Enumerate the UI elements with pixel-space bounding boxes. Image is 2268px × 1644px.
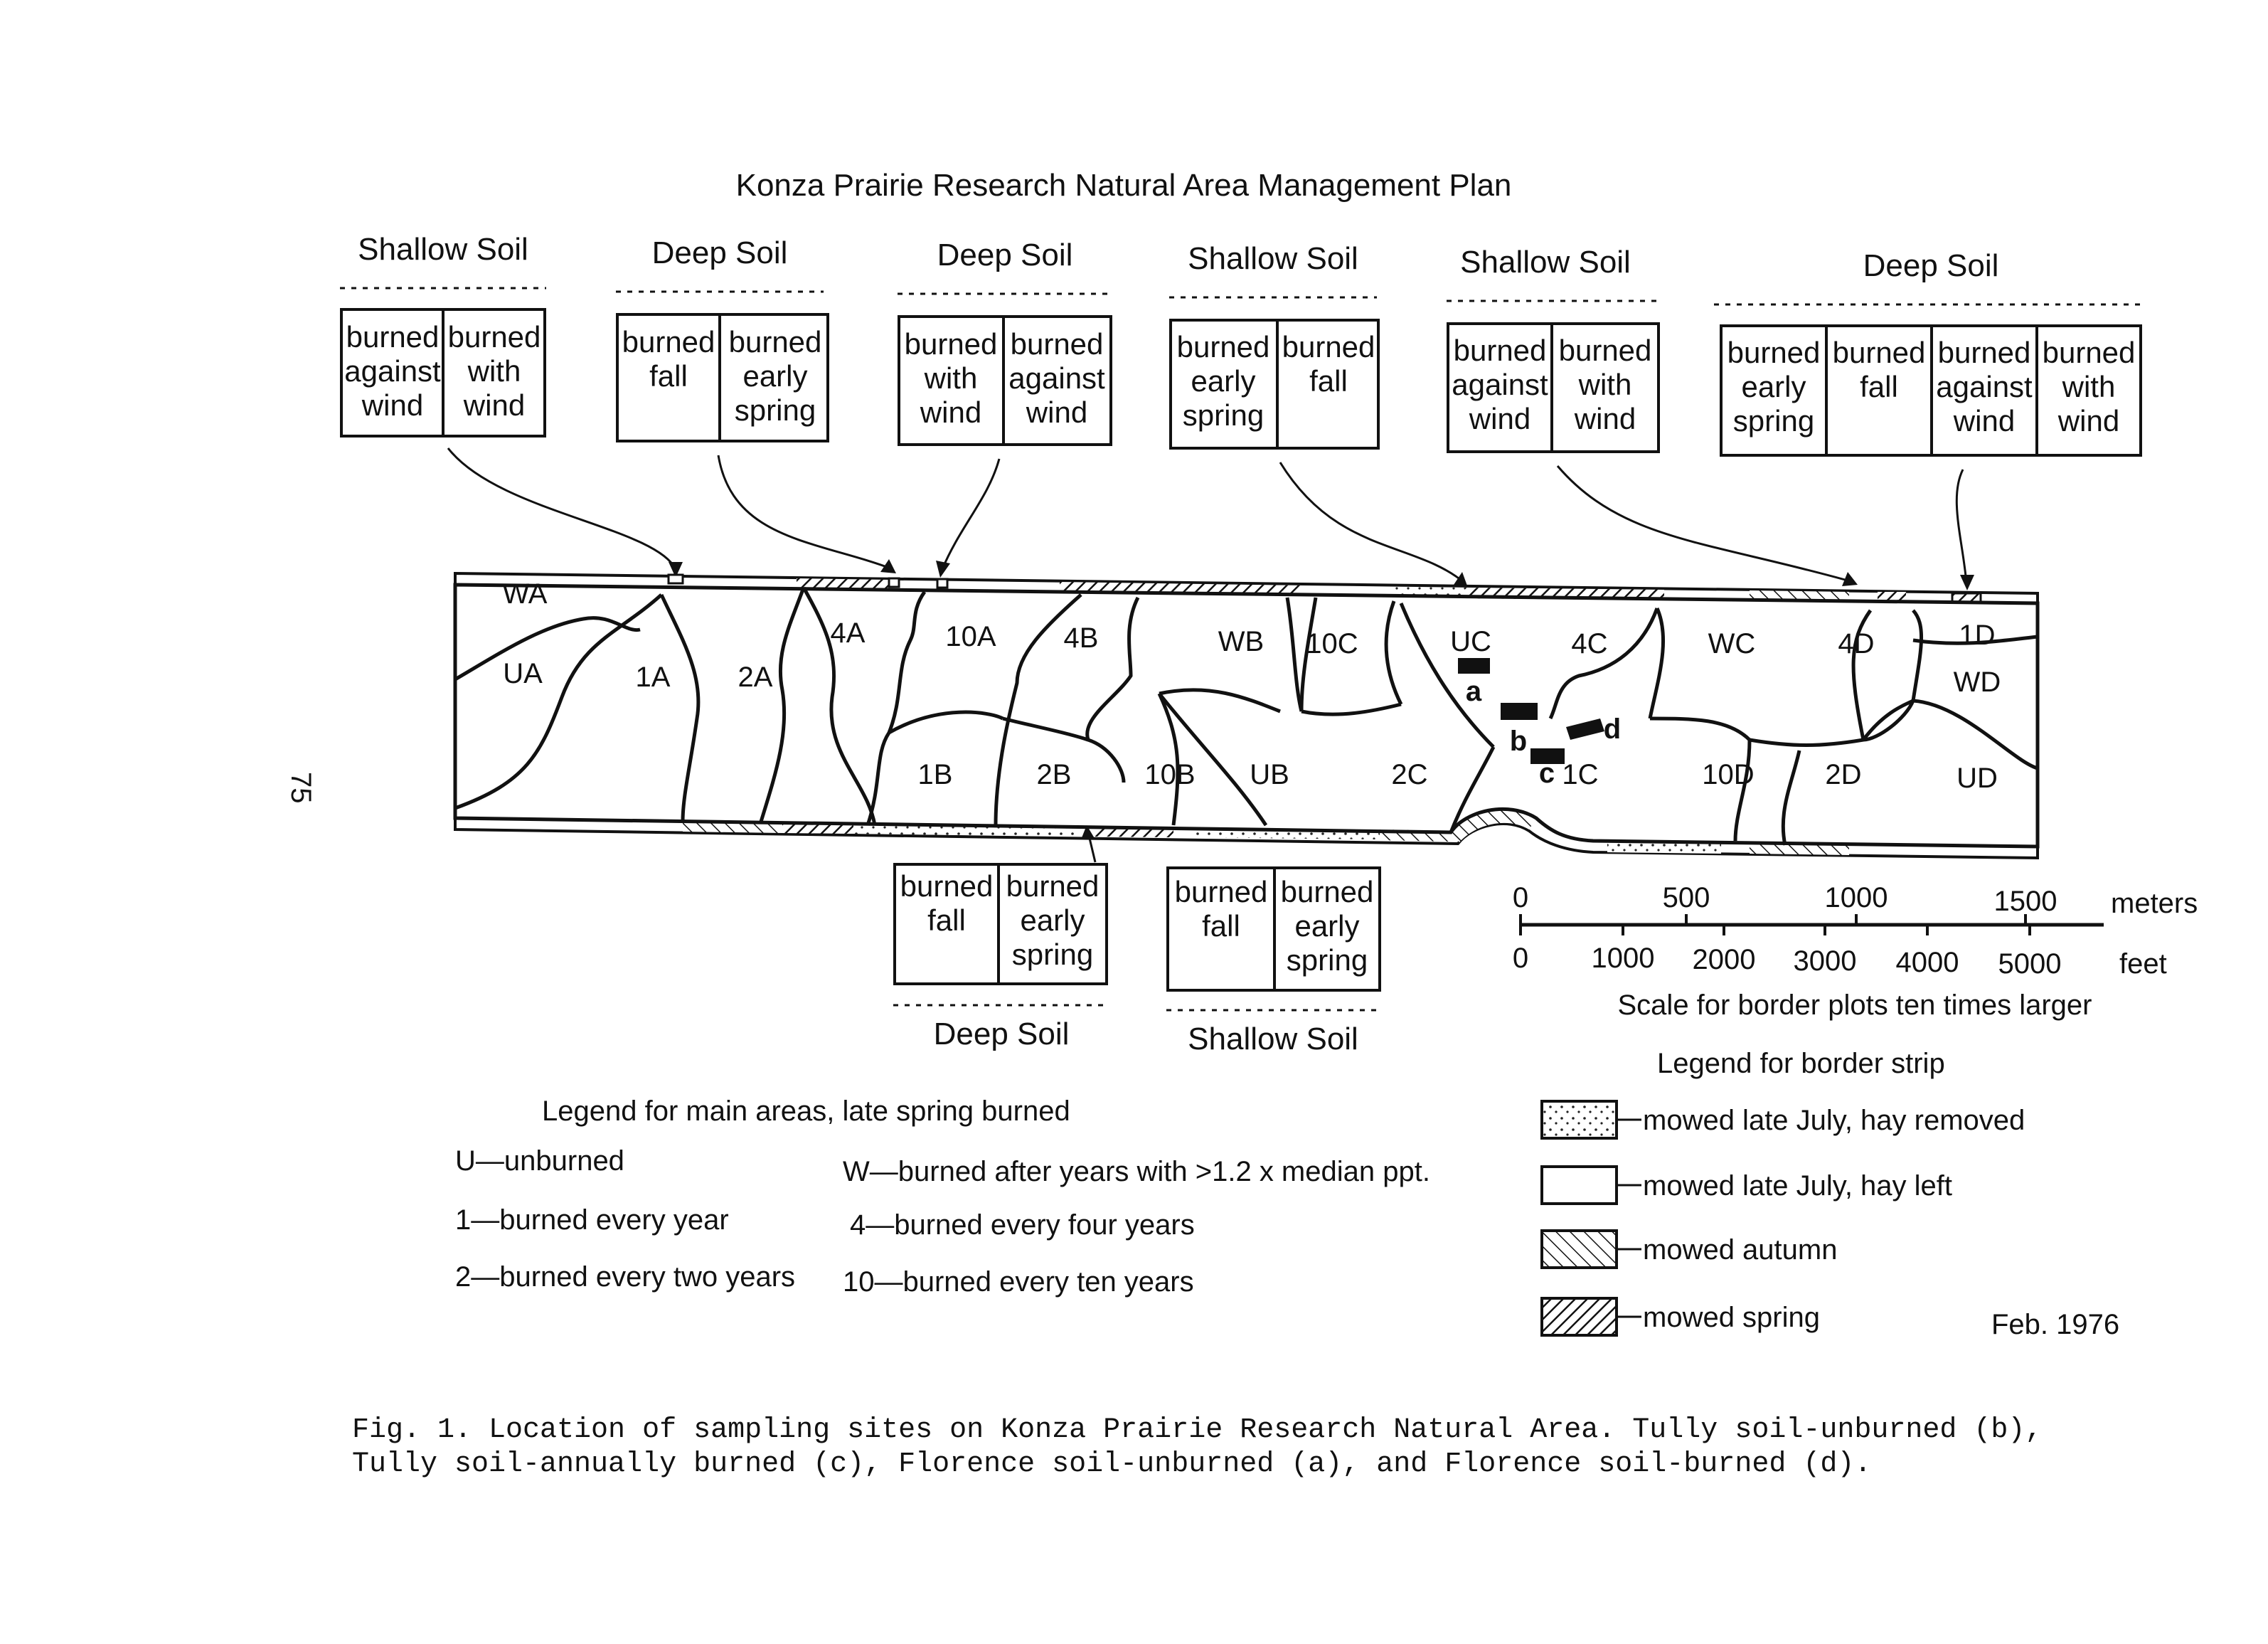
top-group-6-cell-1: burned early spring — [1727, 336, 1821, 437]
legend-main-item: W—burned after years with >1.2 x median ppt. — [843, 1156, 1430, 1187]
bottom-group-1-soil: Deep Soil — [933, 1017, 1070, 1051]
legend-main-item: 10—burned every ten years — [843, 1266, 1194, 1298]
top-group-2-soil: Deep Soil — [651, 235, 788, 270]
top-group-5-cell-1: burned against wind — [1452, 334, 1548, 435]
site-d-marker — [1566, 718, 1604, 740]
top-group-5-soil: Shallow Soil — [1460, 245, 1631, 280]
scale-m-500: 500 — [1662, 882, 1710, 913]
area-label: WB — [1218, 626, 1265, 657]
bottom-group-1-cell-2: burned early spring — [1006, 869, 1100, 971]
top-group-3-soil: Deep Soil — [937, 238, 1073, 272]
area-label: 2C — [1391, 759, 1428, 790]
scale-m-1000: 1000 — [1824, 882, 1888, 913]
scale-ft-5000: 5000 — [1998, 948, 2062, 980]
top-group-3-cell-1: burned with wind — [904, 327, 998, 429]
area-label: WD — [1953, 667, 2001, 698]
site-b-marker — [1501, 703, 1538, 720]
area-label: 10C — [1306, 628, 1358, 659]
area-label: 4B — [1063, 622, 1099, 654]
top-plot-groups — [340, 232, 2141, 455]
area-label: 4A — [830, 617, 866, 649]
area-label: 1B — [917, 759, 953, 790]
bottom-plot-groups — [893, 825, 1381, 1056]
site-d-label: d — [1603, 714, 1622, 745]
area-label: WA — [502, 578, 548, 610]
scale-m-1500: 1500 — [1993, 886, 2057, 917]
area-label: UD — [1956, 763, 1998, 794]
top-group-1-cell-2: burned with wind — [447, 320, 541, 422]
legend-border-strip — [1542, 1048, 2025, 1335]
figure-caption-line-2: Tully soil-annually burned (c), Florence soil-unburned (a), and Florence soil-burned (d). — [352, 1448, 1872, 1480]
figure-caption-line-1: Fig. 1. Location of sampling sites on Konza Prairie Research Natural Area. Tully soil-unburned (b), — [352, 1414, 2043, 1446]
area-label: WC — [1708, 628, 1756, 659]
map-title: Konza Prairie Research Natural Area Management Plan — [735, 168, 1512, 203]
legend-border-item: mowed late July, hay removed — [1643, 1105, 2025, 1136]
top-group-2-cell-2: burned early spring — [728, 325, 822, 427]
top-group-3-cell-2: burned against wind — [1008, 327, 1105, 429]
area-labels — [503, 578, 2001, 794]
legend-main-item: 1—burned every year — [455, 1204, 729, 1236]
area-label: 1D — [1959, 620, 1996, 651]
site-a-marker — [1458, 658, 1490, 674]
scale-ft-unit: feet — [2119, 948, 2167, 980]
area-label: 2D — [1825, 759, 1862, 790]
top-group-2-cell-1: burned fall — [622, 325, 715, 393]
area-label: 10B — [1144, 759, 1196, 790]
legend-main-item: 2—burned every two years — [455, 1261, 796, 1293]
bottom-group-2-cell-1: burned fall — [1174, 875, 1268, 943]
scale-ft-0: 0 — [1512, 943, 1529, 974]
scale-m-0: 0 — [1512, 882, 1529, 913]
top-group-6-cell-2: burned fall — [1832, 336, 1926, 403]
top-group-6-soil: Deep Soil — [1863, 248, 1999, 283]
legend-swatch-mowed-autumn — [1542, 1231, 1617, 1268]
scale-ft-3000: 3000 — [1793, 945, 1857, 977]
top-group-6-cell-3: burned against wind — [1936, 336, 2033, 437]
area-label: 4D — [1838, 628, 1875, 659]
top-group-1-soil: Shallow Soil — [358, 232, 528, 267]
legend-swatch-hay-removed — [1542, 1101, 1617, 1138]
legend-main-item: 4—burned every four years — [850, 1209, 1195, 1241]
area-label: UB — [1250, 759, 1289, 790]
scale-ft-4000: 4000 — [1895, 947, 1959, 978]
legend-border-item: mowed autumn — [1643, 1234, 1838, 1266]
bottom-group-1-cell-1: burned fall — [900, 869, 994, 937]
top-group-5-cell-2: burned with wind — [1558, 334, 1652, 435]
top-group-4-cell-2: burned fall — [1282, 330, 1375, 398]
legend-border-title: Legend for border strip — [1657, 1048, 1945, 1079]
legend-border-item: mowed late July, hay left — [1643, 1170, 1953, 1202]
area-label: 2A — [738, 662, 773, 693]
area-label: 1A — [635, 662, 671, 693]
site-c-label: c — [1538, 758, 1555, 789]
area-label: 1C — [1562, 759, 1599, 790]
bottom-group-2-soil: Shallow Soil — [1188, 1022, 1358, 1056]
legend-main-areas — [455, 1096, 1430, 1298]
map-date: Feb. 1976 — [1991, 1309, 2120, 1340]
area-label: UA — [503, 658, 543, 689]
main-map — [455, 573, 2038, 858]
legend-main-item: U—unburned — [455, 1145, 624, 1177]
site-b-label: b — [1509, 726, 1528, 757]
legend-border-item: mowed spring — [1643, 1302, 1821, 1333]
top-group-4-cell-1: burned early spring — [1176, 330, 1270, 432]
page-number: 75 — [285, 772, 316, 804]
scale-bar — [1513, 882, 2198, 1021]
scale-m-unit: meters — [2111, 888, 2198, 919]
legend-main-title: Legend for main areas, late spring burned — [542, 1096, 1070, 1127]
area-label: 10A — [945, 621, 996, 652]
top-group-4-soil: Shallow Soil — [1188, 241, 1358, 276]
area-label: 2B — [1036, 759, 1072, 790]
scale-ft-2000: 2000 — [1692, 944, 1756, 975]
scale-note: Scale for border plots ten times larger — [1617, 990, 2092, 1021]
area-label: 4C — [1571, 628, 1608, 659]
top-group-1-cell-1: burned against wind — [344, 320, 441, 422]
legend-swatch-hay-left — [1542, 1167, 1617, 1204]
bottom-group-2-cell-2: burned early spring — [1280, 875, 1374, 977]
area-label: 10D — [1702, 759, 1755, 790]
site-a-label: a — [1465, 676, 1482, 707]
legend-swatch-mowed-spring — [1542, 1298, 1617, 1335]
top-group-6-cell-4: burned with wind — [2042, 336, 2136, 437]
scale-ft-1000: 1000 — [1591, 943, 1655, 974]
area-label: UC — [1450, 626, 1491, 657]
